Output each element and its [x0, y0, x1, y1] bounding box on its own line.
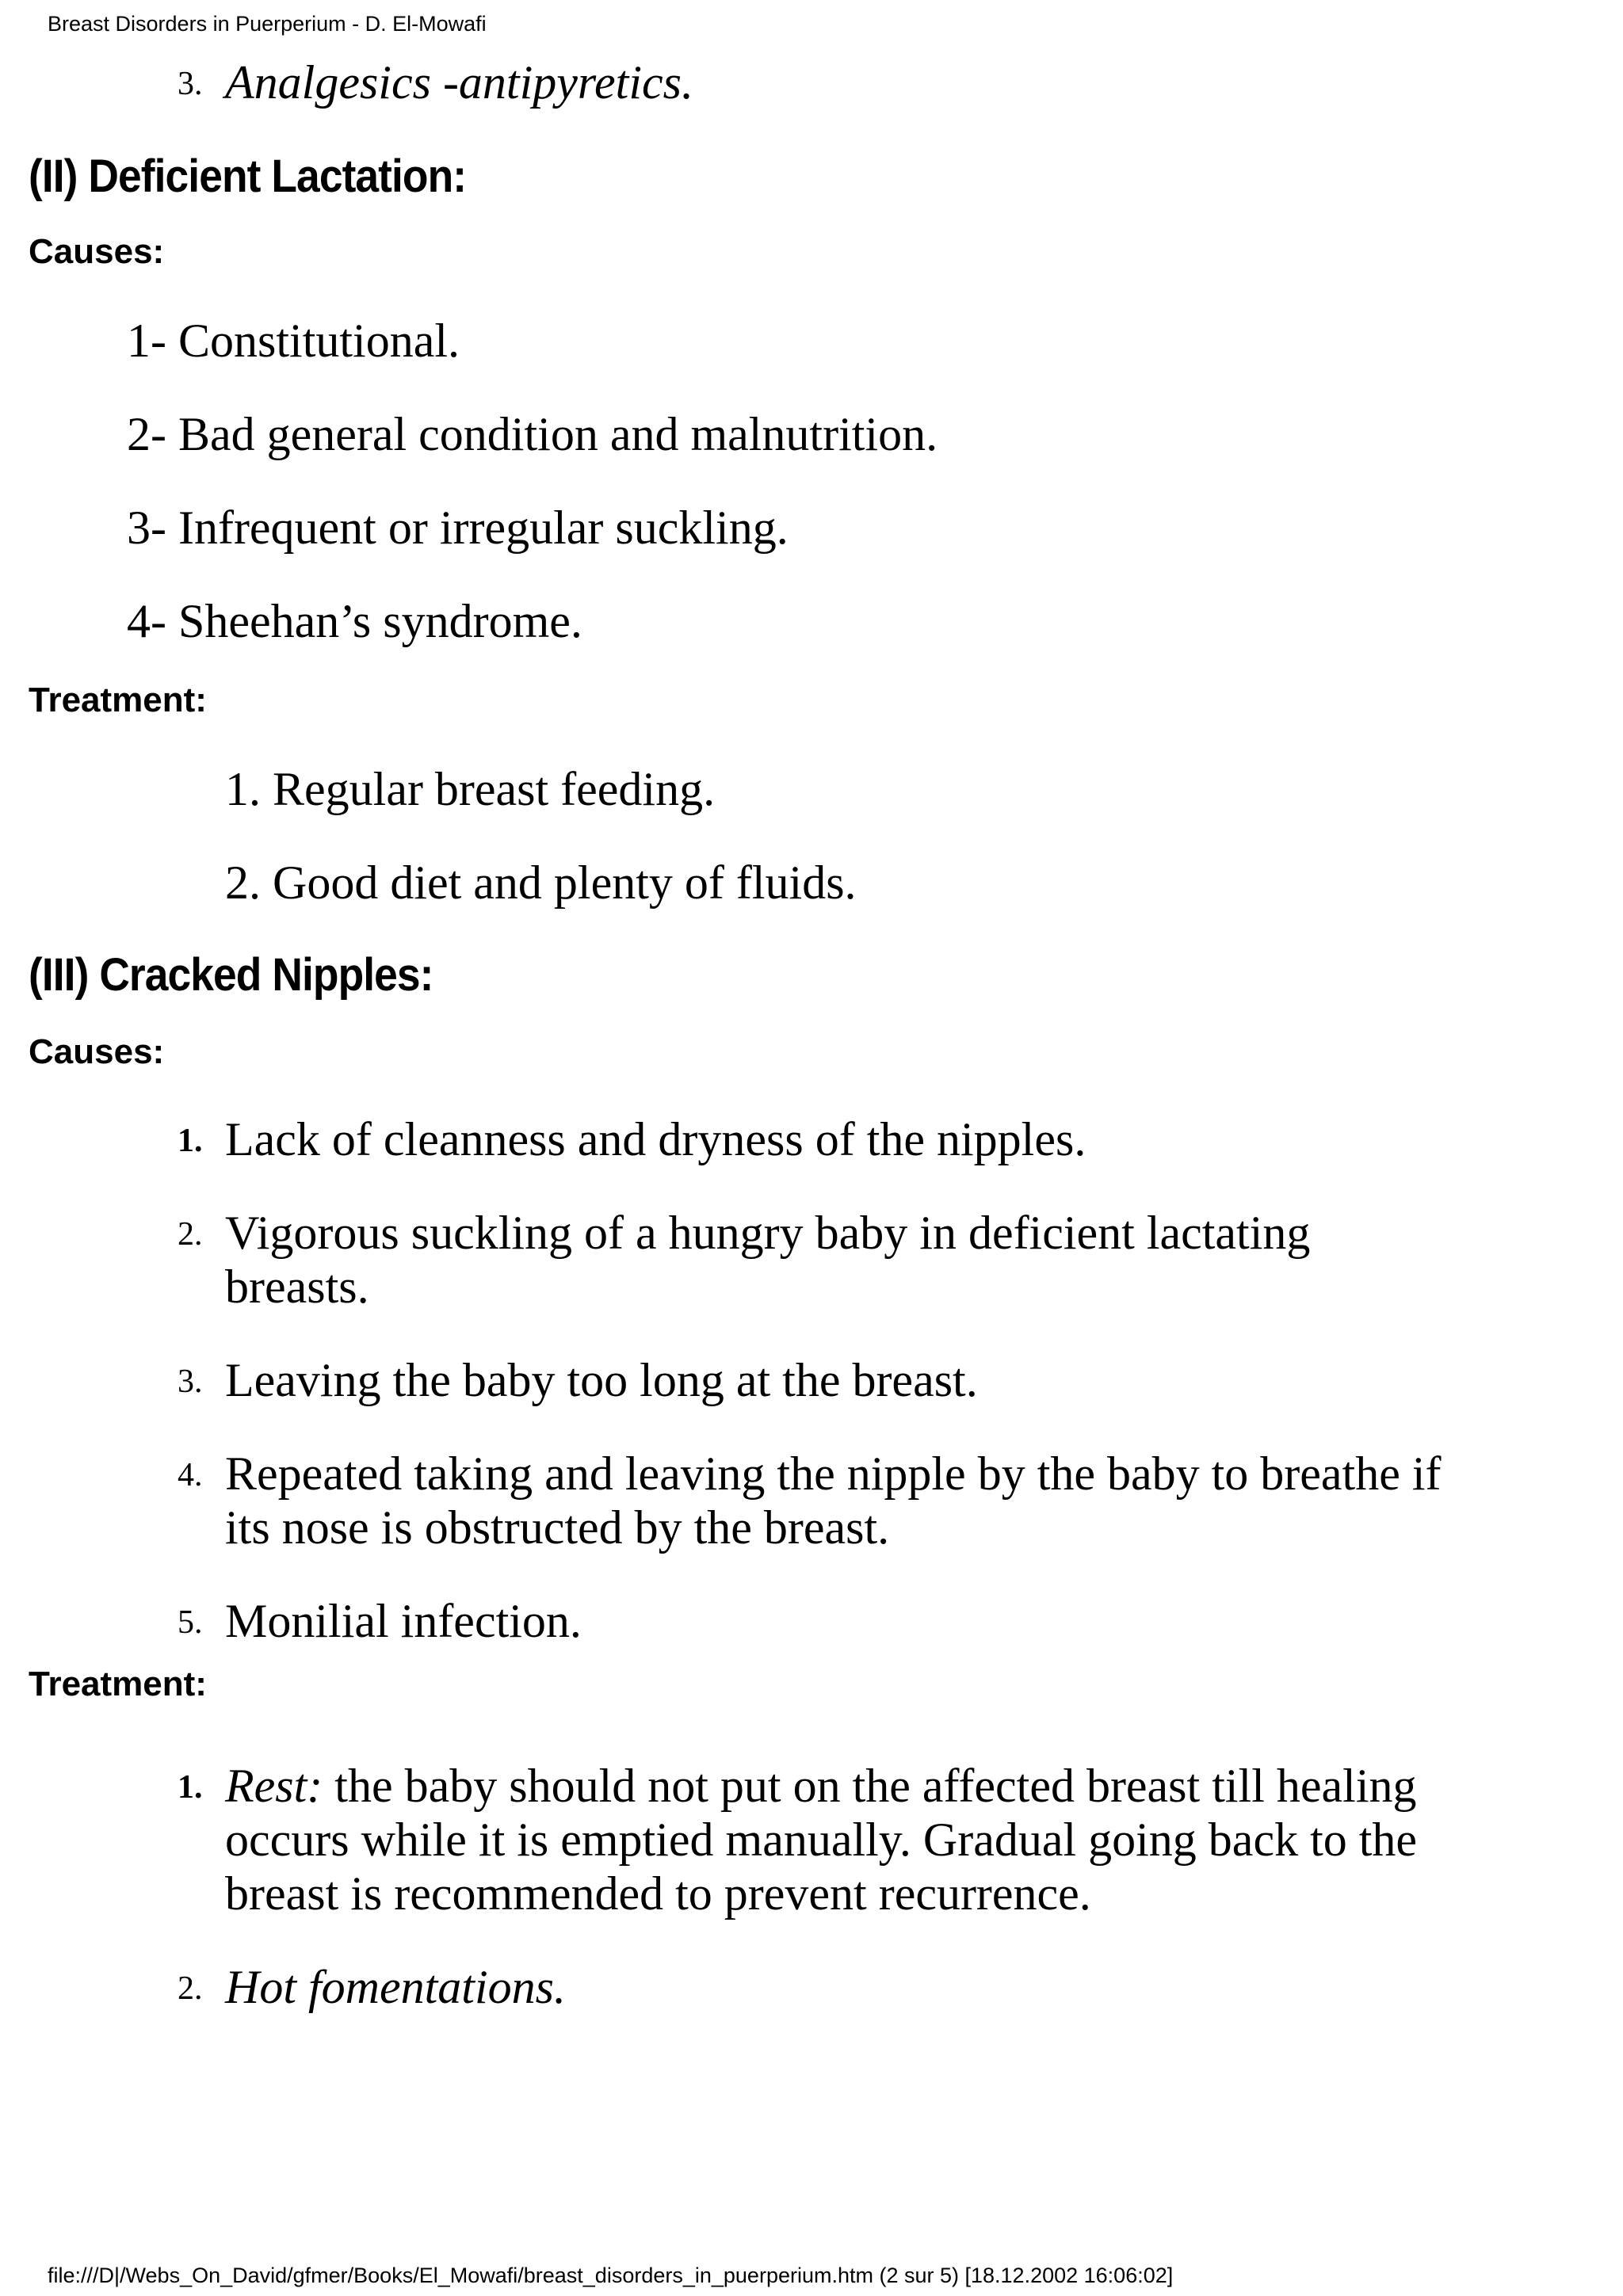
cause-item: Repeated taking and leaving the nipple by the baby to breathe if — [225, 1447, 1442, 1500]
continued-item-number: 3. — [178, 66, 203, 102]
list-number: 4. — [178, 1457, 203, 1493]
cause-item: Leaving the baby too long at the breast. — [225, 1354, 978, 1406]
page-footer-path: file:///D|/Webs_On_David/gfmer/Books/El_Mowafi/breast_disorders_in_puerperium.htm (2 sur 5) [18.12.2002 16:06:02] — [48, 2264, 1174, 2287]
cause-item: 4- Sheehan’s syndrome. — [127, 595, 582, 647]
causes-heading: Causes: — [29, 232, 165, 271]
list-number: 1. — [178, 1769, 203, 1806]
section-title-deficient-lactation: (II) Deficient Lactation: — [29, 151, 467, 202]
cause-item: Vigorous suckling of a hungry baby in deficient lactating — [225, 1207, 1311, 1259]
treatment-heading: Treatment: — [29, 1665, 207, 1703]
treatment-heading: Treatment: — [29, 681, 207, 719]
list-number: 2. — [178, 1216, 203, 1253]
cause-item-continuation: breasts. — [225, 1261, 369, 1313]
list-number: 5. — [178, 1604, 203, 1641]
list-number: 3. — [178, 1363, 203, 1400]
treatment-item-continuation: breast is recommended to prevent recurrence. — [225, 1867, 1091, 1920]
list-number: 1. — [178, 1123, 203, 1159]
page-header-title: Breast Disorders in Puerperium - D. El-Mowafi — [48, 12, 487, 36]
cause-item: 3- Infrequent or irregular suckling. — [127, 502, 789, 554]
treatment-lead: Rest: — [225, 1760, 323, 1812]
treatment-text: the baby should not put on the affected breast till healing — [323, 1760, 1417, 1812]
treatment-item: Hot fomentations. — [225, 1961, 566, 2013]
section-title-cracked-nipples: (III) Cracked Nipples: — [29, 949, 433, 1001]
cause-item: 1- Constitutional. — [127, 315, 460, 367]
list-number: 2. — [178, 1970, 203, 2007]
cause-item: 2- Bad general condition and malnutrition. — [127, 408, 938, 460]
causes-heading: Causes: — [29, 1032, 165, 1071]
continued-item-text: Analgesics -antipyretics. — [225, 56, 693, 109]
cause-item-continuation: its nose is obstructed by the breast. — [225, 1501, 890, 1554]
cause-item: Lack of cleanness and dryness of the nipples. — [225, 1113, 1086, 1165]
treatment-item — [225, 1759, 1417, 1813]
treatment-item: 2. Good diet and plenty of fluids. — [225, 856, 857, 909]
treatment-item-continuation: occurs while it is emptied manually. Gradual going back to the — [225, 1814, 1418, 1866]
treatment-item: 1. Regular breast feeding. — [225, 763, 716, 815]
cause-item: Monilial infection. — [225, 1595, 582, 1647]
